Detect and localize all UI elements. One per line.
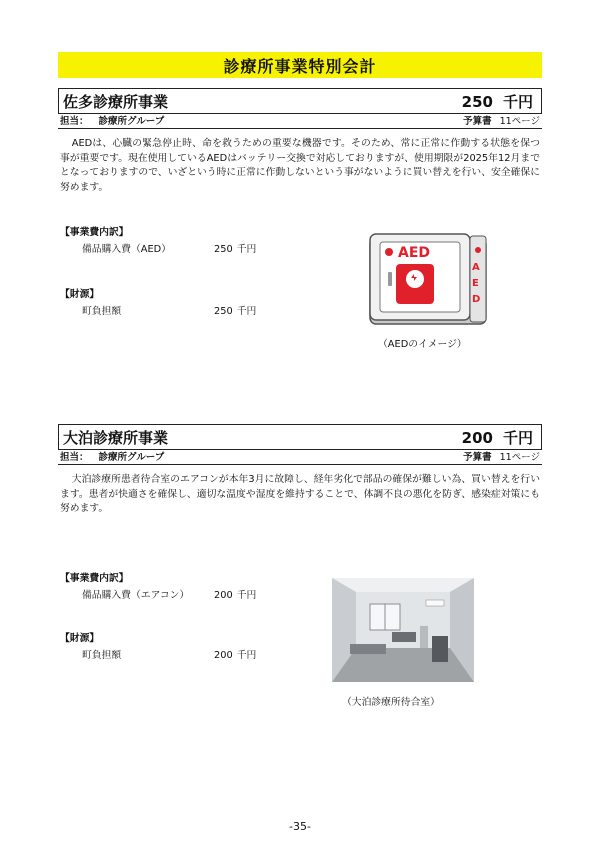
- budget-reference: [463, 449, 540, 463]
- amount-unit: 千円: [502, 92, 533, 111]
- svg-text:E: E: [472, 278, 479, 289]
- breakdown-row: [60, 587, 256, 601]
- source-row: [60, 303, 256, 317]
- source-amount: [214, 303, 256, 317]
- aed-cabinet-illustration: [368, 232, 488, 328]
- source-amount: [214, 647, 256, 661]
- person-label: 担当：: [60, 452, 89, 463]
- source-unit: 千円: [236, 650, 257, 661]
- person-in-charge: [60, 449, 164, 463]
- source-label: 【財源】: [60, 289, 100, 300]
- image-caption: （大泊診療所待合室）: [342, 697, 440, 708]
- page-number: -35-: [289, 820, 311, 833]
- section-header: [58, 88, 542, 114]
- page-title: 診療所事業特別会計: [58, 52, 542, 78]
- aed-label: AED: [398, 245, 431, 261]
- breakdown-unit: 千円: [236, 590, 257, 601]
- image-caption: （AEDのイメージ）: [378, 339, 467, 350]
- breakdown-value: 200: [214, 590, 233, 601]
- breakdown-label: 【事業費内訳】: [60, 573, 129, 584]
- amount-unit: 千円: [502, 428, 533, 447]
- breakdown-value: 250: [214, 244, 233, 255]
- cost-breakdown: [60, 224, 256, 255]
- source-value: 200: [214, 650, 233, 661]
- budget-page: 11ページ: [499, 452, 540, 463]
- breakdown-unit: 千円: [236, 244, 257, 255]
- section-amount: [462, 427, 533, 448]
- amount-value: 200: [461, 428, 493, 447]
- source-item: 町負担額: [82, 306, 122, 317]
- cost-breakdown: [60, 570, 256, 601]
- budget-reference: [463, 113, 540, 127]
- funding-source: [60, 286, 256, 317]
- svg-text:D: D: [472, 294, 481, 305]
- budget-label: 予算書: [463, 116, 492, 127]
- budget-label: 予算書: [463, 452, 492, 463]
- source-row: [60, 647, 256, 661]
- section-subheader: [58, 114, 542, 129]
- section-description: 大泊診療所患者待合室のエアコンが本年3月に故障し、経年劣化で部品の確保が難しい為、買い替えを行います。患者が快適さを確保し、適切な温度や湿度を維持することで、体調不良の悪化を防ぎ、感染症対策にも努めます。: [60, 474, 540, 514]
- source-value: 250: [214, 306, 233, 317]
- svg-text:A: A: [472, 262, 480, 273]
- source-item: 町負担額: [82, 650, 122, 661]
- section-subheader: [58, 450, 542, 465]
- section-odomari-clinic: [58, 424, 542, 708]
- section-sata-clinic: [58, 88, 542, 350]
- source-label: 【財源】: [60, 633, 100, 644]
- section-header: [58, 424, 542, 450]
- breakdown-row: [60, 241, 256, 255]
- person-in-charge: [60, 113, 164, 127]
- section-amount: [462, 91, 533, 112]
- source-unit: 千円: [236, 306, 257, 317]
- breakdown-amount: [214, 241, 256, 255]
- budget-page: 11ページ: [499, 116, 540, 127]
- breakdown-item: 備品購入費（AED）: [82, 244, 172, 255]
- breakdown-item: 備品購入費（エアコン）: [82, 590, 190, 601]
- breakdown-label: 【事業費内訳】: [60, 227, 129, 238]
- section-description: AEDは、心臓の緊急停止時、命を救うための重要な機器です。そのため、常に正常に作動する状態を保つ事が重要です。現在使用しているAEDはバッテリー交換で対応しておりますが、使用期限が2025年12月までとなっておりますので、いざという時に正常に作動しないという事がないように買い替えを行い、安全確保に努めます。: [60, 138, 540, 193]
- section-title: 大泊診療所事業: [63, 428, 169, 447]
- breakdown-amount: [214, 587, 256, 601]
- person-value: 診療所グループ: [98, 116, 165, 127]
- section-title: 佐多診療所事業: [63, 92, 169, 111]
- person-label: 担当：: [60, 116, 89, 127]
- funding-source: [60, 630, 256, 661]
- waiting-room-photo: [332, 578, 474, 682]
- amount-value: 250: [461, 92, 493, 111]
- person-value: 診療所グループ: [98, 452, 165, 463]
